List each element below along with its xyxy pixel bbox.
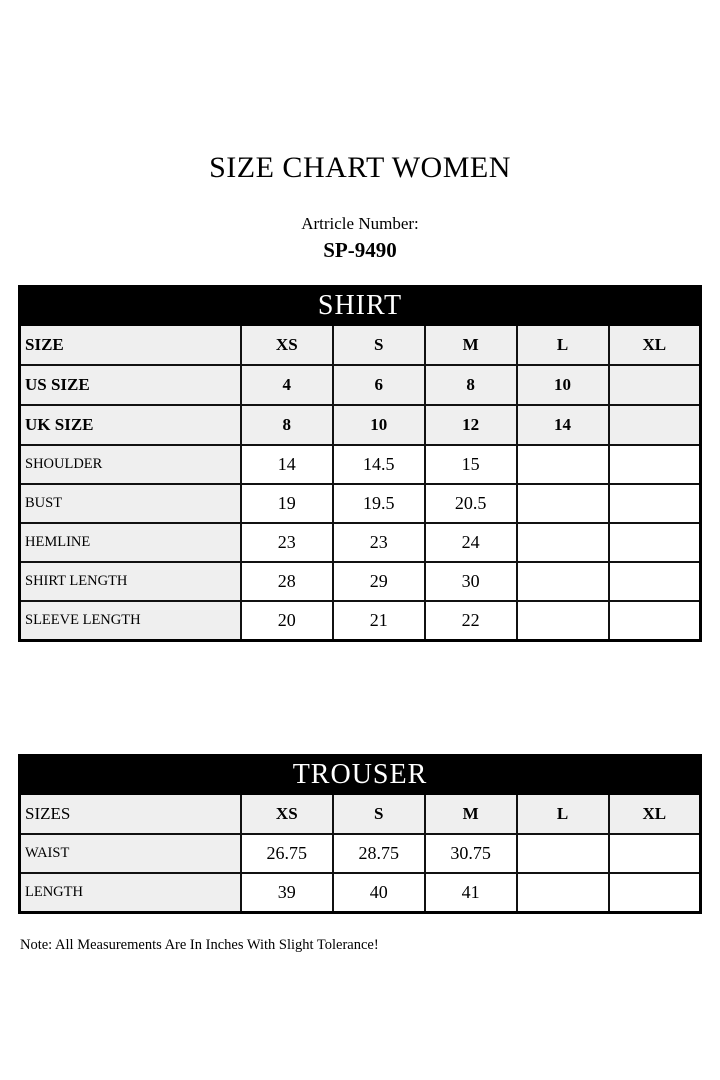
row-label: SIZE [20, 325, 241, 365]
measurement-cell: 24 [425, 523, 517, 562]
row-label: WAIST [20, 834, 241, 873]
note-text: Note: All Measurements Are In Inches With Slight Tolerance! [20, 936, 379, 953]
size-cell: XL [609, 325, 701, 365]
measurement-cell [517, 445, 609, 484]
measurement-cell: 40 [333, 873, 425, 913]
size-cell: 14 [517, 405, 609, 445]
row-label: UK SIZE [20, 405, 241, 445]
shirt-size-table [18, 285, 702, 642]
article-number: SP-9490 [323, 238, 397, 263]
table-row [20, 445, 701, 484]
size-cell: 10 [517, 365, 609, 405]
size-cell: 4 [241, 365, 333, 405]
measurement-cell: 20.5 [425, 484, 517, 523]
shirt-table-band-row [20, 286, 701, 325]
measurement-cell [609, 834, 701, 873]
size-cell: L [517, 325, 609, 365]
trouser-size-table [18, 754, 702, 914]
measurement-cell: 14.5 [333, 445, 425, 484]
row-label: SLEEVE LENGTH [20, 601, 241, 641]
measurement-cell [517, 834, 609, 873]
table-row [20, 523, 701, 562]
size-cell: XL [609, 794, 701, 834]
measurement-cell: 19.5 [333, 484, 425, 523]
size-cell: S [333, 794, 425, 834]
table-row [20, 873, 701, 913]
measurement-cell: 21 [333, 601, 425, 641]
trouser-table-band-row [20, 755, 701, 794]
size-cell: XS [241, 325, 333, 365]
row-label: LENGTH [20, 873, 241, 913]
shirt-table-title: SHIRT [20, 286, 701, 325]
size-cell [609, 365, 701, 405]
size-cell: M [425, 794, 517, 834]
size-cell: S [333, 325, 425, 365]
measurement-cell: 26.75 [241, 834, 333, 873]
measurement-cell [609, 445, 701, 484]
measurement-cell: 28.75 [333, 834, 425, 873]
size-cell: 10 [333, 405, 425, 445]
measurement-cell: 14 [241, 445, 333, 484]
measurement-cell [609, 873, 701, 913]
measurement-cell: 29 [333, 562, 425, 601]
measurement-cell: 39 [241, 873, 333, 913]
measurement-cell: 15 [425, 445, 517, 484]
measurement-cell [517, 484, 609, 523]
size-cell: L [517, 794, 609, 834]
measurement-cell [609, 562, 701, 601]
measurement-cell [609, 484, 701, 523]
page-title: SIZE CHART WOMEN [209, 151, 511, 184]
measurement-cell: 28 [241, 562, 333, 601]
measurement-cell: 20 [241, 601, 333, 641]
measurement-cell [609, 523, 701, 562]
table-row [20, 365, 701, 405]
row-label: HEMLINE [20, 523, 241, 562]
measurement-cell: 30 [425, 562, 517, 601]
measurement-cell: 41 [425, 873, 517, 913]
trouser-table-title: TROUSER [20, 755, 701, 794]
measurement-cell [517, 562, 609, 601]
article-number-label: Artricle Number: [301, 214, 419, 233]
measurement-cell: 22 [425, 601, 517, 641]
measurement-cell: 30.75 [425, 834, 517, 873]
table-row [20, 405, 701, 445]
measurement-cell [517, 523, 609, 562]
table-row [20, 601, 701, 641]
size-cell [609, 405, 701, 445]
size-cell: 12 [425, 405, 517, 445]
size-cell: 6 [333, 365, 425, 405]
row-label: SHOULDER [20, 445, 241, 484]
measurement-cell [517, 601, 609, 641]
table-row [20, 834, 701, 873]
table-row [20, 325, 701, 365]
table-row [20, 562, 701, 601]
measurement-cell: 23 [241, 523, 333, 562]
size-cell: 8 [241, 405, 333, 445]
table-row [20, 484, 701, 523]
measurement-cell [517, 873, 609, 913]
row-label: SIZES [20, 794, 241, 834]
table-row [20, 794, 701, 834]
row-label: US SIZE [20, 365, 241, 405]
row-label: BUST [20, 484, 241, 523]
measurement-cell: 23 [333, 523, 425, 562]
size-cell: M [425, 325, 517, 365]
measurement-cell [609, 601, 701, 641]
size-cell: XS [241, 794, 333, 834]
row-label: SHIRT LENGTH [20, 562, 241, 601]
measurement-cell: 19 [241, 484, 333, 523]
size-cell: 8 [425, 365, 517, 405]
